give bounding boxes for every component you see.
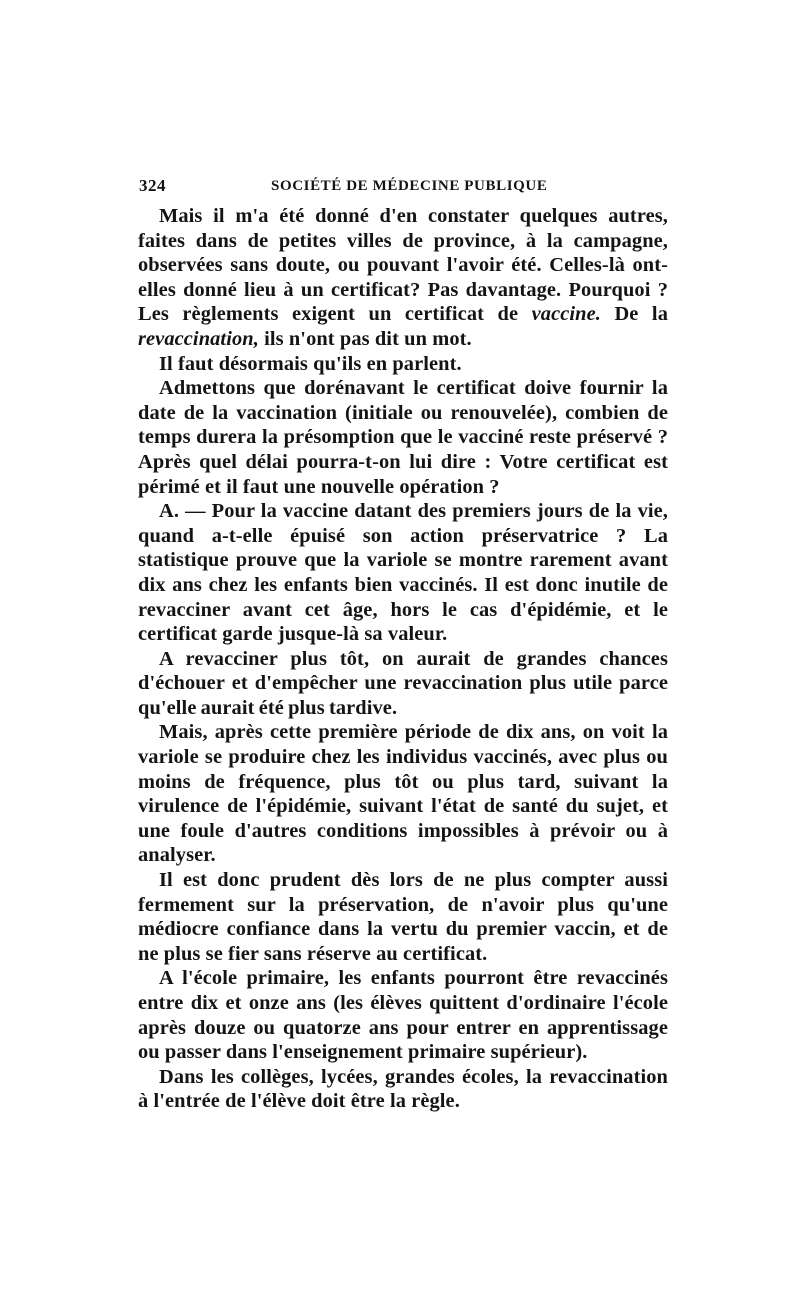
paragraph-7: Il est donc prudent dès lors de ne plus compter aussi fermement sur la préservation, de n'avoir plus qu'une médiocre confiance dans la vertu du premier vaccin, et de ne plus se fier sans réserve au certificat. <box>138 869 668 965</box>
running-title: SOCIÉTÉ DE MÉDECINE PUBLIQUE <box>271 178 548 194</box>
paragraph-1-emphasis-revaccination: revaccination, <box>138 327 259 350</box>
page-number: 324 <box>139 176 166 195</box>
paragraph-5: A revacciner plus tôt, on aurait de grandes chances d'échouer et d'empêcher une revaccination plus utile parce qu'elle aurait été plus tardive. <box>138 647 668 719</box>
paragraph-3: Admettons que dorénavant le certificat doive fournir la date de la vaccination (initiale ou renouvelée), combien de temps durera la présomption que le vacciné reste préservé ? Après quel délai pourra-t-on lui dire : Votre certificat est périmé et il faut une nouvelle opération ? <box>138 377 668 498</box>
paragraph-1-emphasis-vaccine: vaccine. <box>531 303 601 326</box>
paragraph-1-text-start: Mais il m'a été donné d'en constater quelques autres, faites dans de petites villes de province, à la campagne, observées sans doute, ou pouvant l'avoir été. Celles-là ont-elles donné lieu à un certificat? Pas davantage. Pourquoi ? Les règlements exigent un certificat de <box>138 205 668 326</box>
running-header <box>139 176 667 202</box>
paragraph-6: Mais, après cette première période de dix ans, on voit la variole se produire chez les individus vaccinés, avec plus ou moins de fréquence, plus tôt ou plus tard, suivant la virulence de l'épidémie, suivant l'état de santé du sujet, et une foule d'autres conditions impossibles à prévoir ou à analyser. <box>138 721 668 867</box>
paragraph-1-text-middle: De la <box>600 303 668 326</box>
body-text <box>138 204 668 1114</box>
paragraph-2: Il faut désormais qu'ils en parlent. <box>159 352 462 375</box>
paragraph-1 <box>138 204 668 352</box>
paragraph-9: Dans les collèges, lycées, grandes écoles, la revaccination à l'entrée de l'élève doit être la règle. <box>138 1065 668 1113</box>
paragraph-4: A. — Pour la vaccine datant des premiers jours de la vie, quand a-t-elle épuisé son action préservatrice ? La statistique prouve que la variole se montre rarement avant dix ans chez les enfants bien vaccinés. Il est donc inutile de revacciner avant cet âge, hors le cas d'épidémie, et le certificat garde jusque-là sa valeur. <box>138 500 668 646</box>
paragraph-8: A l'école primaire, les enfants pourront être revaccinés entre dix et onze ans (les élèves quittent d'ordinaire l'école après douze ou quatorze ans pour entrer en apprentissage ou passer dans l'enseignement primaire supérieur). <box>138 967 668 1064</box>
paragraph-1-text-end: ils n'ont pas dit un mot. <box>258 327 472 350</box>
